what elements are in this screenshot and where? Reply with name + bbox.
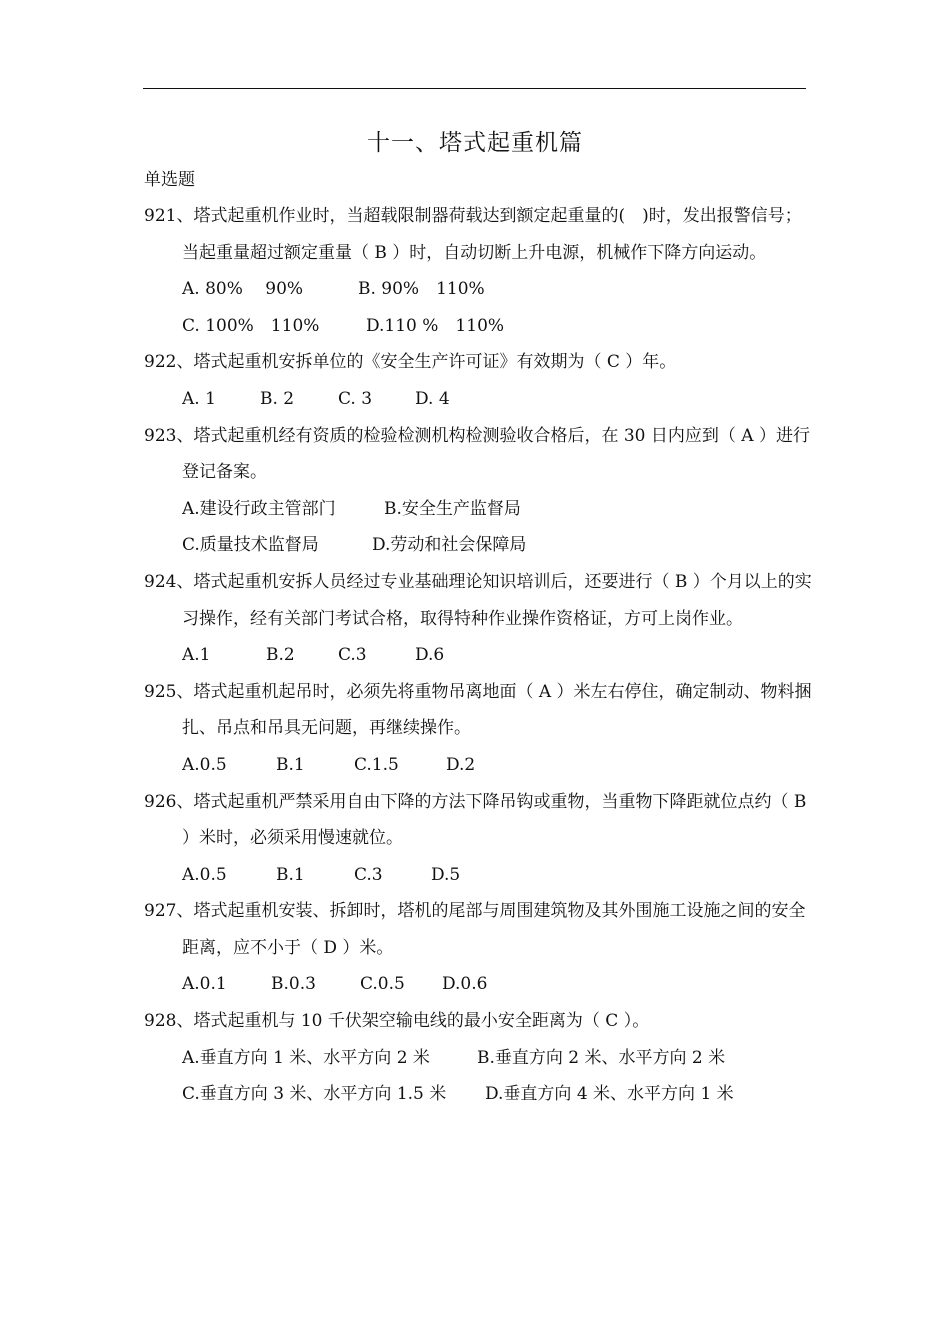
- option-d: D.2: [446, 754, 476, 775]
- option-a: A.0.5: [182, 864, 227, 885]
- option-c: C.垂直方向 3 米、水平方向 1.5 米: [182, 1084, 447, 1105]
- option-d: D.6: [415, 645, 445, 666]
- question-924: [144, 564, 816, 674]
- option-list: [144, 381, 816, 418]
- question-text: 922、塔式起重机安拆单位的《安全生产许可证》有效期为（ C ）年。: [144, 352, 677, 373]
- option-row: [182, 966, 816, 1003]
- question-925: [144, 674, 816, 784]
- question-923: [144, 418, 816, 564]
- option-d: D. 4: [415, 388, 450, 409]
- option-b: B.安全生产监督局: [384, 498, 521, 519]
- question-922: [144, 344, 816, 417]
- option-row: [182, 1076, 816, 1113]
- option-list: [144, 1040, 816, 1113]
- option-list: [144, 491, 816, 564]
- question-text: 921、塔式起重机作业时，当超载限制器荷载达到额定起重量的( )时，发出报警信号；当起重量超过额定重量（ B ）时，自动切断上升电源，机械作下降方向运动。: [144, 206, 802, 263]
- question-text: 927、塔式起重机安装、拆卸时，塔机的尾部与周围建筑物及其外围施工设施之间的安全距离，应不小于（ D ）米。: [144, 901, 806, 958]
- option-row: [182, 271, 816, 308]
- option-c: C.1.5: [354, 754, 399, 775]
- option-list: [144, 271, 816, 344]
- page-title: 十一、塔式起重机篇: [367, 130, 583, 156]
- option-list: [144, 747, 816, 784]
- option-b: B.1: [276, 754, 305, 775]
- option-d: D.劳动和社会保障局: [372, 535, 527, 556]
- question-text: 925、塔式起重机起吊时，必须先将重物吊离地面（ A ）米左右停住，确定制动、物料捆扎、吊点和吊具无问题，再继续操作。: [144, 681, 812, 739]
- option-c: C. 100% 110%: [182, 315, 320, 336]
- option-list: [144, 857, 816, 894]
- option-b: B. 90% 110%: [358, 279, 485, 300]
- header-rule: [143, 88, 806, 89]
- option-list: [144, 637, 816, 674]
- option-c: C. 3: [338, 388, 373, 409]
- option-c: C.3: [354, 864, 383, 885]
- question-text: 924、塔式起重机安拆人员经过专业基础理论知识培训后，还要进行（ B ）个月以上的实习操作，经有关部门考试合格，取得特种作业操作资格证，方可上岗作业。: [144, 571, 812, 629]
- option-row: [182, 308, 816, 345]
- option-c: C.质量技术监督局: [182, 535, 319, 556]
- option-b: B.垂直方向 2 米、水平方向 2 米: [477, 1047, 726, 1068]
- option-b: B. 2: [260, 388, 295, 409]
- question-928: [144, 1003, 816, 1113]
- option-row: [182, 637, 816, 674]
- question-text: 923、塔式起重机经有资质的检验检测机构检测验收合格后，在 30 日内应到（ A ）进行登记备案。: [144, 425, 810, 483]
- question-926: [144, 784, 816, 894]
- option-row: [182, 527, 816, 564]
- option-a: A. 80% 90%: [182, 279, 304, 300]
- option-b: B.0.3: [271, 974, 316, 995]
- option-d: D.5: [431, 864, 461, 885]
- option-a: A. 1: [182, 388, 216, 409]
- option-a: A.1: [182, 645, 211, 666]
- option-b: B.1: [276, 864, 305, 885]
- option-row: [182, 381, 816, 418]
- option-row: [182, 1040, 816, 1077]
- option-list: [144, 966, 816, 1003]
- option-row: [182, 857, 816, 894]
- option-c: C.3: [338, 645, 367, 666]
- question-text: 926、塔式起重机严禁采用自由下降的方法下降吊钩或重物，当重物下降距就位点约（ B ）米时，必须采用慢速就位。: [144, 791, 807, 849]
- option-a: A.垂直方向 1 米、水平方向 2 米: [182, 1047, 430, 1068]
- option-d: D.0.6: [442, 974, 488, 995]
- option-a: A.0.5: [182, 754, 227, 775]
- option-d: D.垂直方向 4 米、水平方向 1 米: [485, 1084, 734, 1105]
- option-a: A.建设行政主管部门: [182, 498, 336, 519]
- option-row: [182, 491, 816, 528]
- option-c: C.0.5: [360, 974, 405, 995]
- question-921: [144, 198, 816, 344]
- option-b: B.2: [266, 645, 295, 666]
- option-a: A.0.1: [182, 974, 227, 995]
- section-label: 单选题: [144, 170, 195, 190]
- question-927: [144, 893, 816, 1003]
- option-d: D.110 % 110%: [366, 315, 505, 336]
- question-text: 928、塔式起重机与 10 千伏架空输电线的最小安全距离为（ C ）。: [144, 1011, 650, 1032]
- option-row: [182, 747, 816, 784]
- question-list: [144, 198, 816, 1113]
